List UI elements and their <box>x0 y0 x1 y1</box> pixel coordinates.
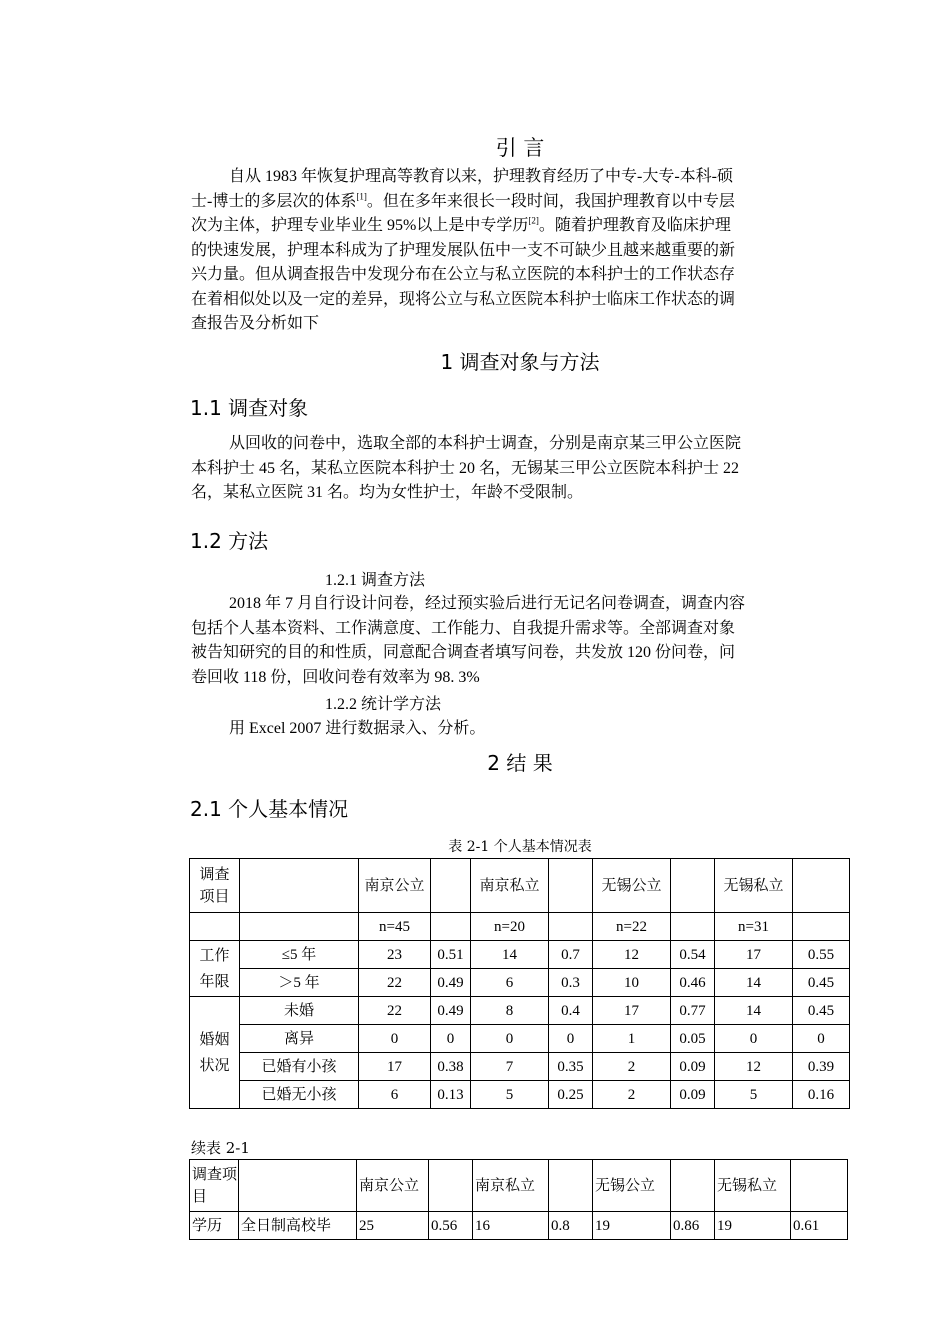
row-label: ＞5 年 <box>240 969 359 997</box>
section-1-2-2-text: 用 Excel 2007 进行数据录入、分析。 <box>229 720 486 737</box>
empty-cell <box>791 1160 848 1212</box>
s121-line-4: 卷回收 118 份，回收问卷有效率为 98. 3% <box>191 668 480 686</box>
cell: 23 <box>359 941 431 969</box>
cell: 1 <box>593 1025 671 1053</box>
cell: 0.7 <box>549 941 593 969</box>
intro-line-4: 的快速发展，护理本科成为了护理发展队伍中一支不可缺少且越来越重要的新 <box>191 241 736 259</box>
cell: 17 <box>359 1053 431 1081</box>
cell: 0 <box>549 1025 593 1053</box>
group-header: 无锡私立 <box>715 859 793 913</box>
empty-cell <box>671 859 715 913</box>
section-2-1-title: 2.1 个人基本情况 <box>190 797 349 821</box>
empty-cell <box>431 913 471 941</box>
section-1-2-title: 1.2 方法 <box>190 529 269 553</box>
empty-cell <box>671 1160 715 1212</box>
group-header: 无锡公立 <box>593 859 671 913</box>
marital-label: 婚姻状况 <box>190 997 240 1109</box>
s11-line-1: 从回收的问卷中，选取全部的本科护士调查，分别是南京某三甲公立医院 <box>229 435 742 452</box>
empty-cell <box>429 1160 473 1212</box>
cell: 0.16 <box>793 1081 850 1109</box>
table-2-item-header: 调查项目 <box>190 1160 239 1212</box>
cell: 0.8 <box>549 1212 593 1240</box>
table-2 <box>189 1159 848 1240</box>
table-1-item-header: 调查项目 <box>190 859 240 913</box>
cell: 0 <box>471 1025 549 1053</box>
table-1-count-row <box>190 913 850 941</box>
group-count: n=45 <box>359 913 431 941</box>
intro-line-7: 查报告及分析如下 <box>191 315 320 332</box>
intro-paragraph <box>191 165 851 337</box>
row-label: 未婚 <box>240 997 359 1025</box>
cell: 0.49 <box>431 969 471 997</box>
table-1-header-row <box>190 859 850 913</box>
table-row <box>190 1081 850 1109</box>
cell: 0.05 <box>671 1025 715 1053</box>
group-count: n=20 <box>471 913 549 941</box>
cell: 0.45 <box>793 997 850 1025</box>
cell: 0.55 <box>793 941 850 969</box>
section-2-title: 2 结 果 <box>487 751 553 775</box>
cell: 14 <box>715 969 793 997</box>
table-row <box>190 1212 848 1240</box>
intro-line-6: 在着相似处以及一定的差异，现将公立与私立医院本科护士临床工作状态的调 <box>191 290 736 308</box>
cell: 25 <box>357 1212 429 1240</box>
intro-line-2: 士-博士的多层次的体系[1]。但在多年来很长一段时间，我国护理教育以中专层 <box>191 191 735 210</box>
group-count: n=22 <box>593 913 671 941</box>
intro-title: 引 言 <box>495 136 545 160</box>
row-group-label: 学历 <box>190 1212 239 1240</box>
group-header: 无锡公立 <box>593 1160 671 1212</box>
ref-2[interactable]: [2] <box>528 215 539 226</box>
group-header: 南京私立 <box>471 859 549 913</box>
section-1-2-1-paragraph <box>191 592 851 690</box>
s121-line-3: 被告知研究的目的和性质，同意配合调查者填写问卷，共发放 120 份问卷，问 <box>191 644 736 661</box>
empty-cell <box>671 913 715 941</box>
cell: 0.09 <box>671 1081 715 1109</box>
empty-cell <box>431 859 471 913</box>
row-label: ≤5 年 <box>240 941 359 969</box>
cell: 22 <box>359 997 431 1025</box>
table-row <box>190 941 850 969</box>
empty-cell <box>240 859 359 913</box>
cell: 7 <box>471 1053 549 1081</box>
section-1-title: 1 调查对象与方法 <box>440 350 600 374</box>
cell: 0 <box>359 1025 431 1053</box>
table-2-header-row <box>190 1160 848 1212</box>
section-1-1-paragraph <box>191 432 851 506</box>
row-label: 全日制高校毕 <box>239 1212 357 1240</box>
table-row <box>190 1053 850 1081</box>
section-1-1-title: 1.1 调查对象 <box>190 396 309 420</box>
cell: 16 <box>473 1212 549 1240</box>
row-label: 已婚无小孩 <box>240 1081 359 1109</box>
s121-line-2: 包括个人基本资料、工作满意度、工作能力、自我提升需求等。全部调查对象 <box>191 619 736 637</box>
cell: 0.77 <box>671 997 715 1025</box>
row-label: 离异 <box>240 1025 359 1053</box>
empty-cell <box>239 1160 357 1212</box>
s121-line-1: 2018 年 7 月自行设计问卷，经过预实验后进行无记名问卷调查，调查内容 <box>229 595 746 612</box>
cell: 0.39 <box>793 1053 850 1081</box>
cell: 0.09 <box>671 1053 715 1081</box>
cell: 0.61 <box>791 1212 848 1240</box>
cell: 19 <box>715 1212 791 1240</box>
cell: 10 <box>593 969 671 997</box>
intro-line-5: 兴力量。但从调查报告中发现分布在公立与私立医院的本科护士的工作状态存 <box>191 266 736 283</box>
group-header: 南京私立 <box>473 1160 549 1212</box>
cell: 0.25 <box>549 1081 593 1109</box>
cell: 2 <box>593 1053 671 1081</box>
cell: 0.38 <box>431 1053 471 1081</box>
empty-cell <box>793 913 850 941</box>
s11-line-3: 名，某私立医院 31 名。均为女性护士，年龄不受限制。 <box>191 484 584 501</box>
cell: 6 <box>471 969 549 997</box>
section-1-2-2-title: 1.2.2 统计学方法 <box>325 696 442 713</box>
cell: 0.54 <box>671 941 715 969</box>
empty-cell <box>793 859 850 913</box>
cell: 17 <box>715 941 793 969</box>
group-header: 南京公立 <box>359 859 431 913</box>
cell: 0 <box>715 1025 793 1053</box>
cell: 5 <box>715 1081 793 1109</box>
cell: 2 <box>593 1081 671 1109</box>
cell: 0.45 <box>793 969 850 997</box>
group-header: 无锡私立 <box>715 1160 791 1212</box>
empty-cell <box>240 913 359 941</box>
cell: 19 <box>593 1212 671 1240</box>
work-years-label: 工作年限 <box>190 941 240 997</box>
empty-cell <box>190 913 240 941</box>
cell: 12 <box>593 941 671 969</box>
table-2-caption: 续表 2-1 <box>191 1139 250 1157</box>
table-row <box>190 969 850 997</box>
table-1-caption: 表 2-1 个人基本情况表 <box>448 839 592 855</box>
cell: 14 <box>715 997 793 1025</box>
cell: 0.46 <box>671 969 715 997</box>
ref-1[interactable]: [1] <box>356 191 367 202</box>
cell: 0.86 <box>671 1212 715 1240</box>
empty-cell <box>549 859 593 913</box>
empty-cell <box>549 1160 593 1212</box>
cell: 0.3 <box>549 969 593 997</box>
group-count: n=31 <box>715 913 793 941</box>
empty-cell <box>549 913 593 941</box>
cell: 0.56 <box>429 1212 473 1240</box>
cell: 6 <box>359 1081 431 1109</box>
cell: 0.49 <box>431 997 471 1025</box>
cell: 0.35 <box>549 1053 593 1081</box>
cell: 0.13 <box>431 1081 471 1109</box>
cell: 0.4 <box>549 997 593 1025</box>
cell: 14 <box>471 941 549 969</box>
table-row <box>190 997 850 1025</box>
section-1-2-1-title: 1.2.1 调查方法 <box>325 572 426 589</box>
intro-line-3: 次为主体，护理专业毕业生 95%以上是中专学历[2]。随着护理教育及临床护理 <box>191 215 731 234</box>
cell: 0 <box>793 1025 850 1053</box>
cell: 22 <box>359 969 431 997</box>
cell: 0.51 <box>431 941 471 969</box>
table-row <box>190 1025 850 1053</box>
cell: 5 <box>471 1081 549 1109</box>
intro-line-1: 自从 1983 年恢复护理高等教育以来，护理教育经历了中专-大专-本科-硕 <box>229 168 733 185</box>
cell: 17 <box>593 997 671 1025</box>
cell: 12 <box>715 1053 793 1081</box>
cell: 8 <box>471 997 549 1025</box>
row-label: 已婚有小孩 <box>240 1053 359 1081</box>
cell: 0 <box>431 1025 471 1053</box>
table-1 <box>189 858 850 1109</box>
s11-line-2: 本科护士 45 名，某私立医院本科护士 20 名，无锡某三甲公立医院本科护士 22 <box>191 459 740 477</box>
group-header: 南京公立 <box>357 1160 429 1212</box>
